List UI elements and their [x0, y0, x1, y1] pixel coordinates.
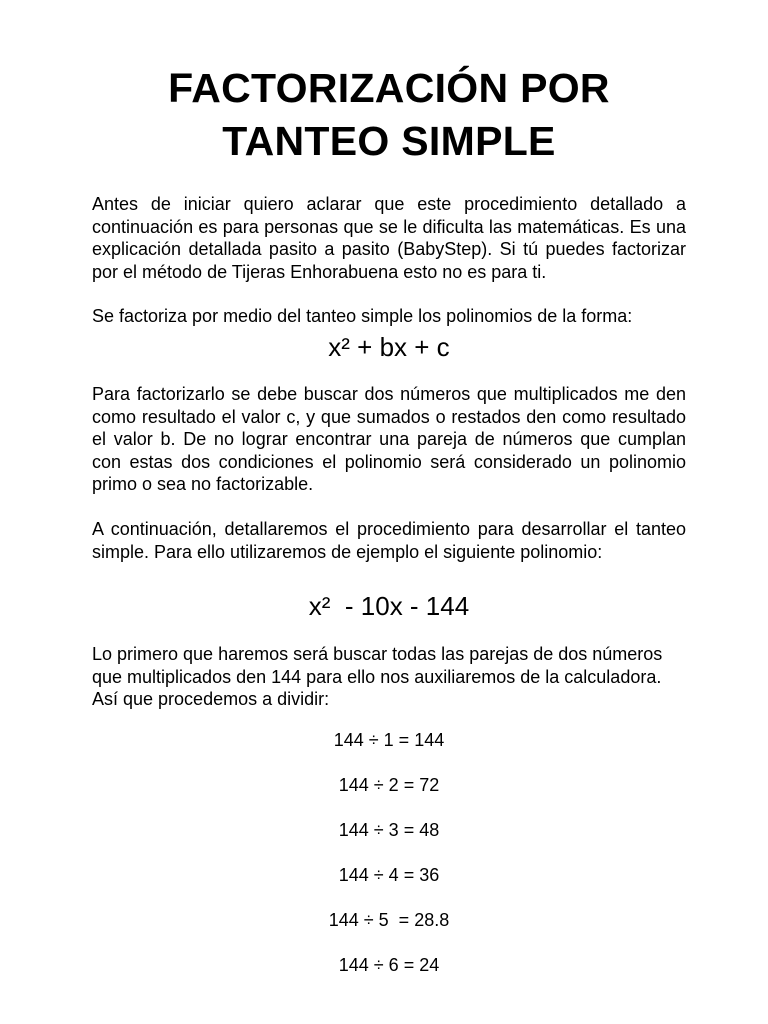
division-item: 144 ÷ 3 = 48: [338, 819, 440, 840]
division-item: 144 ÷ 4 = 36: [338, 864, 440, 885]
division-item: 144 ÷ 6 = 24: [338, 954, 440, 975]
title-line-1: FACTORIZACIÓN POR: [168, 65, 610, 111]
title-line-2: TANTEO SIMPLE: [222, 118, 556, 164]
division-item: 144 ÷ 5 = 28.8: [328, 909, 450, 930]
step1-line-2: que multiplicados den 144 para ello nos auxiliaremos de la calculadora.: [92, 666, 662, 687]
step1-line-1: Lo primero que haremos será buscar todas las parejas de dos números: [92, 644, 663, 665]
division-list: [92, 729, 686, 976]
method-paragraph: Para factorizarlo se debe buscar dos números que multiplicados me den como resultado el valor c, y que sumados o restados den como resultado el valor b. De no lograr encontrar una pareja de números que cumplan con estas dos condiciones el polinomio será considerado un polinomio primo o sea no factorizable.: [92, 383, 686, 495]
document-title: [92, 62, 686, 168]
general-form-formula: x² + bx + c: [328, 331, 450, 362]
form-intro-paragraph: Se factoriza por medio del tanteo simple los polinomios de la forma:: [92, 306, 633, 327]
division-item: 144 ÷ 2 = 72: [338, 774, 440, 795]
division-item: 144 ÷ 1 = 144: [333, 729, 445, 750]
step1-line-3: Así que procedemos a dividir:: [92, 689, 330, 710]
step1-paragraph: [92, 643, 686, 711]
example-intro-paragraph: A continuación, detallaremos el procedimiento para desarrollar el tanteo simple. Para ello utilizaremos de ejemplo el siguiente polinomio:: [92, 518, 686, 562]
example-polynomial-formula: x² - 10x - 144: [308, 591, 470, 622]
intro-paragraph: Antes de iniciar quiero aclarar que este procedimiento detallado a continuación es para personas que se le dificulta las matemáticas. Es una explicación detallada pasito a pasito (BabyStep). Si tú puedes factorizar por el método de Tijeras Enhorabuena esto no es para ti.: [92, 194, 686, 282]
